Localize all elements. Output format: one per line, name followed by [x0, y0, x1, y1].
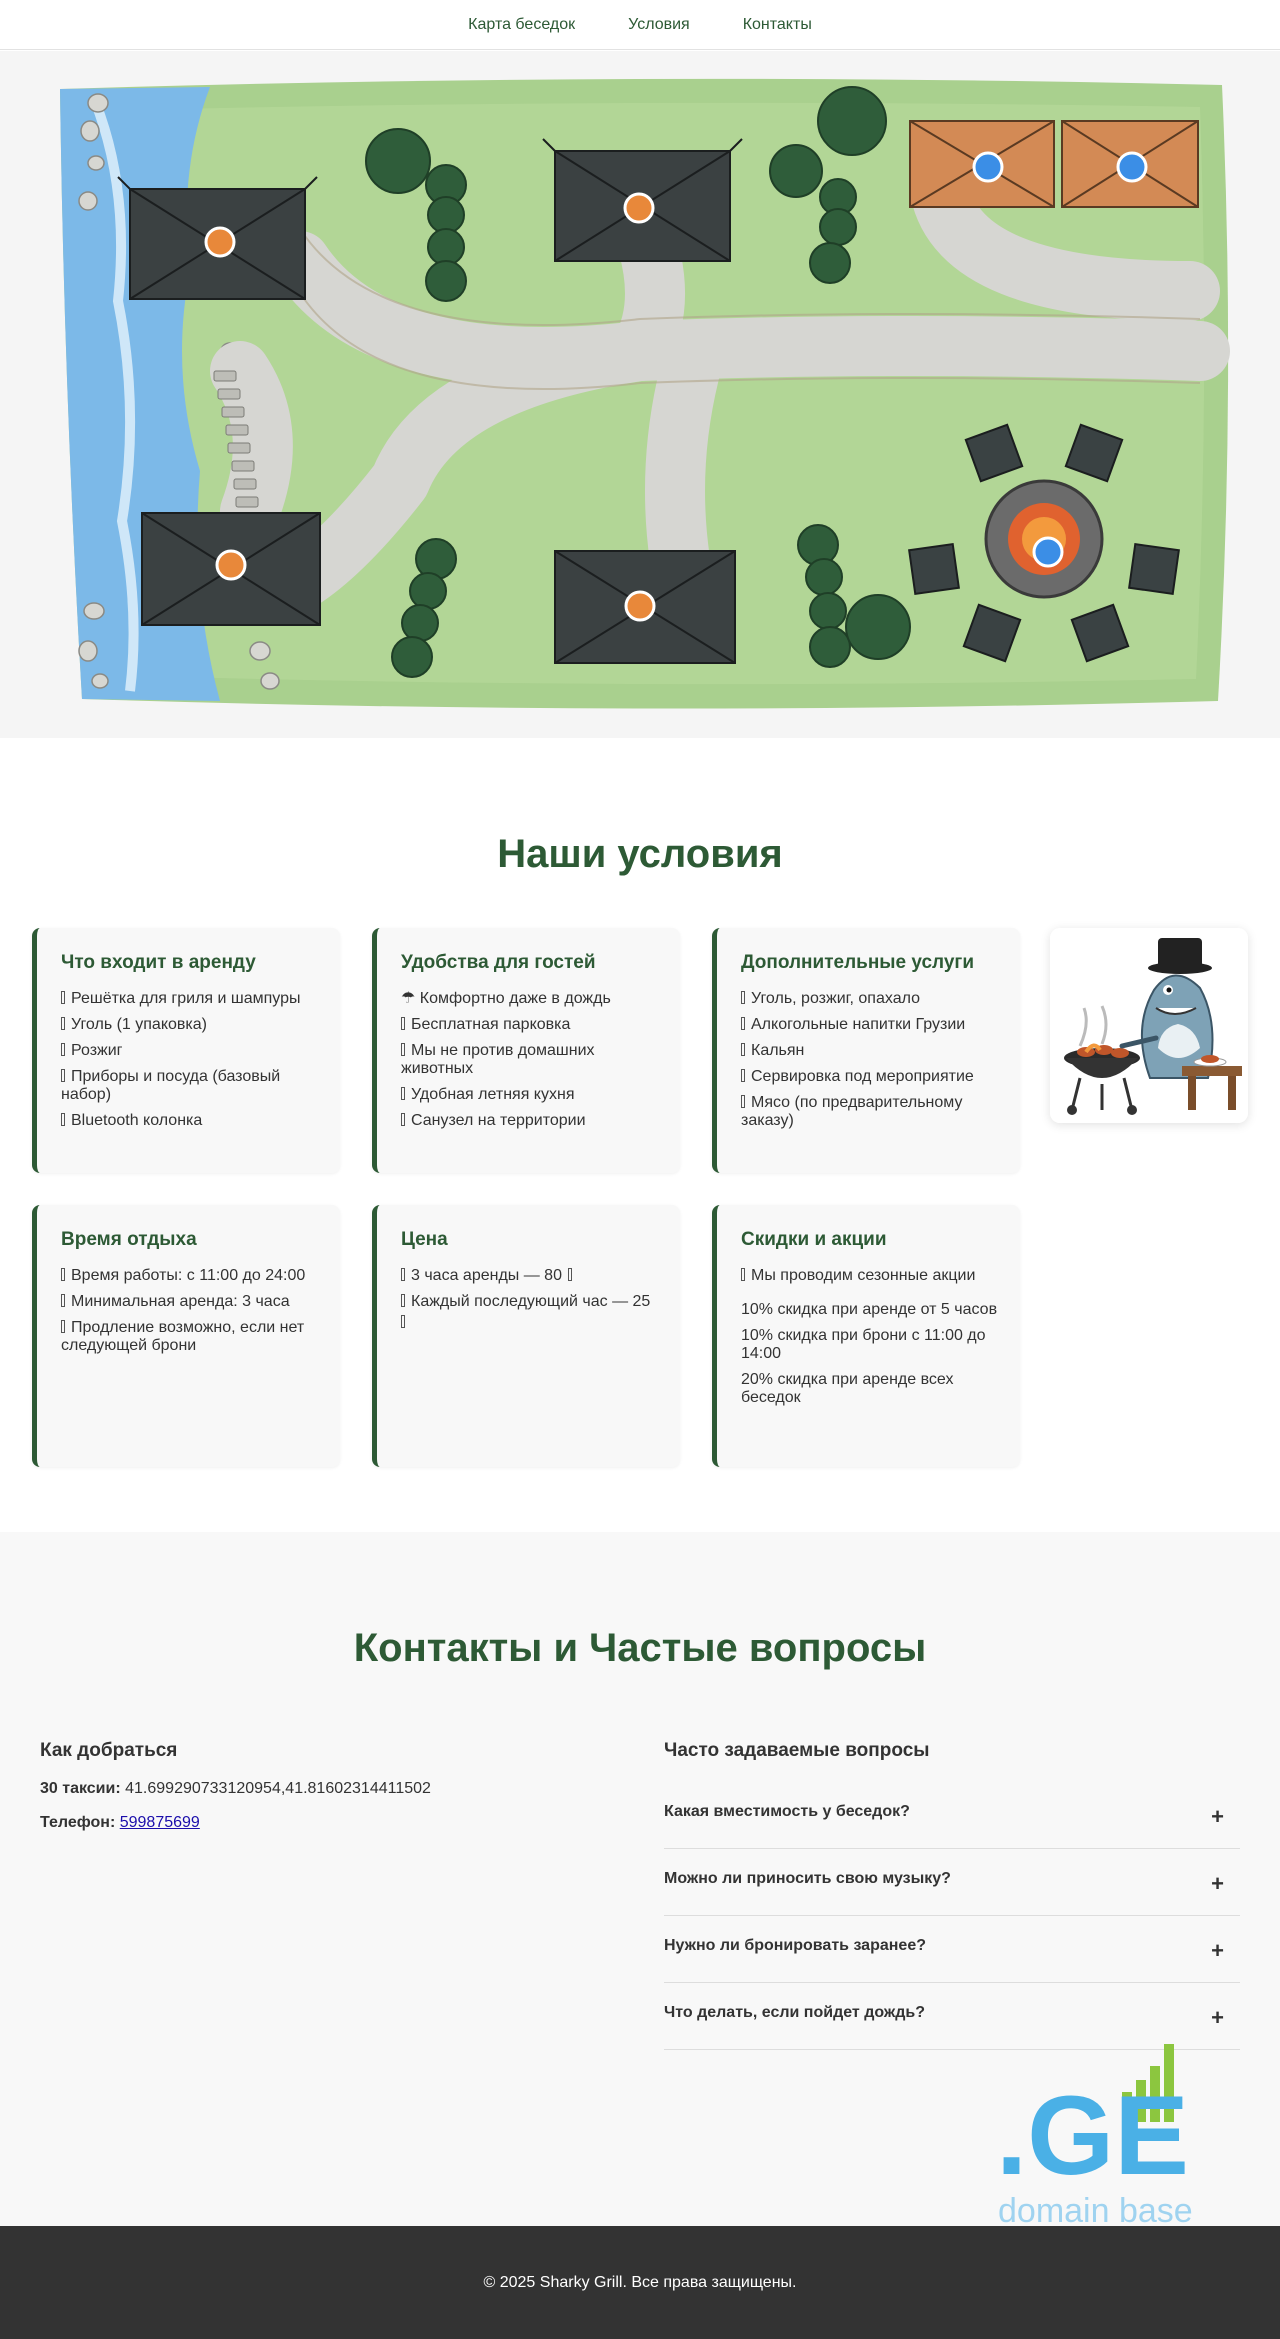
nav-link-conditions[interactable]: Условия [628, 15, 690, 33]
plus-icon[interactable]: + [1211, 1938, 1224, 1963]
card-title: Удобства для гостей [401, 952, 596, 973]
gazebo-marker-4[interactable] [626, 592, 654, 620]
copyright: © 2025 Sharky Grill. Все права защищены. [483, 2274, 797, 2291]
list-item: Минимальная аренда: 3 часа [61, 1293, 318, 1311]
card-list [741, 1267, 998, 1285]
firepit-marker[interactable] [1034, 538, 1062, 566]
card-title: Что входит в аренду [61, 952, 256, 973]
plus-icon[interactable]: + [1211, 2005, 1224, 2030]
list-item: Приборы и посуда (базовый набор) [61, 1068, 281, 1103]
card-guest-amenities [372, 928, 680, 1173]
card-list [61, 1267, 318, 1355]
phone: Телефон: 599875699 [40, 1814, 200, 1831]
contacts-title: Контакты и Частые вопросы [353, 1626, 927, 1670]
taxi-coordinates: 30 таксии: 41.699290733120954,41.81602314411502 [40, 1780, 431, 1797]
list-item: 3 часа аренды — 80 [401, 1267, 658, 1285]
card-title: Скидки и акции [741, 1229, 887, 1250]
discount-item: 10% скидка при брони с 11:00 до 14:00 [741, 1327, 986, 1362]
svg-text:domain base: domain base [998, 2192, 1193, 2226]
list-item: Удобная летняя кухня [401, 1086, 658, 1104]
nav-link-map[interactable]: Карта беседок [468, 15, 576, 33]
card-leisure-time [32, 1205, 340, 1467]
phone-link[interactable]: 599875699 [119, 1814, 200, 1831]
footer [0, 2226, 1280, 2339]
conditions-title: Наши условия [497, 832, 783, 876]
list-item: Кальян [741, 1042, 998, 1060]
domain-base-logo-graphic [990, 2044, 1200, 2226]
faq-title: Часто задаваемые вопросы [664, 1740, 930, 1761]
list-item: Алкогольные напитки Грузии [741, 1016, 998, 1034]
discount-item: 20% скидка при аренде всех беседок [741, 1371, 954, 1406]
list-item: Мы проводим сезонные акции [741, 1267, 998, 1285]
card-rental-includes [32, 928, 340, 1173]
nav-link-contacts[interactable]: Контакты [742, 15, 812, 33]
faq-question: Что делать, если пойдет дождь? [664, 2004, 926, 2021]
list-item: Мясо (по предварительному заказу) [741, 1094, 963, 1129]
list-item: Мы не против домашних животных [401, 1042, 595, 1077]
contacts-section [0, 1532, 1280, 2226]
card-title: Цена [401, 1229, 448, 1250]
list-item: Продление возможно, если нет следующей брони [61, 1319, 305, 1354]
list-item: Bluetooth колонка [61, 1112, 318, 1130]
gazebo-marker-5[interactable] [974, 153, 1002, 181]
card-title: Дополнительные услуги [741, 952, 975, 973]
faq-item-booking[interactable] [664, 1916, 1240, 1983]
card-list [741, 990, 998, 1130]
faq-question: Какая вместимость у беседок? [664, 1803, 910, 1820]
top-nav [0, 0, 1280, 50]
plus-icon[interactable]: + [1211, 1804, 1224, 1829]
gazebo-map [0, 51, 1280, 738]
list-item: Санузел на территории [401, 1112, 658, 1130]
gazebo-marker-3[interactable] [217, 551, 245, 579]
card-list [401, 990, 658, 1130]
faq-question: Нужно ли бронировать заранее? [664, 1937, 926, 1954]
list-item: Время работы: с 11:00 до 24:00 [61, 1267, 318, 1285]
faq-item-capacity[interactable] [664, 1782, 1240, 1849]
gazebo-map-illustration [0, 51, 1280, 738]
list-item: Уголь, розжиг, опахало [741, 990, 998, 1008]
card-discounts [712, 1205, 1020, 1467]
directions-title: Как добраться [40, 1740, 178, 1761]
gazebo-marker-6[interactable] [1118, 153, 1146, 181]
faq-item-music[interactable] [664, 1849, 1240, 1916]
list-item: ☂ Комфортно даже в дождь [401, 990, 611, 1007]
domain-base-logo [990, 2044, 1200, 2226]
list-item: Розжиг [61, 1042, 318, 1060]
list-item: Сервировка под мероприятие [741, 1068, 998, 1086]
card-list [401, 1267, 658, 1332]
gazebo-marker-1[interactable] [206, 228, 234, 256]
faq-item-rain[interactable] [664, 1983, 1240, 2050]
shark-mascot-card [1050, 928, 1248, 1123]
directions-block [40, 1740, 600, 1848]
card-list [61, 990, 318, 1130]
faq-question: Можно ли приносить свою музыку? [664, 1870, 951, 1887]
list-item: Бесплатная парковка [401, 1016, 658, 1034]
card-title: Время отдыха [61, 1229, 197, 1250]
list-item: Уголь (1 упаковка) [61, 1016, 318, 1034]
card-extra-services [712, 928, 1020, 1173]
shark-grill-mascot-image [1050, 928, 1248, 1123]
discount-item: 10% скидка при аренде от 5 часов [741, 1301, 998, 1318]
plus-icon[interactable]: + [1211, 1871, 1224, 1896]
list-item: Решётка для гриля и шампуры [61, 990, 318, 1008]
faq-block [664, 1740, 1240, 2050]
svg-text:.GE: .GE [996, 2073, 1189, 2198]
list-item: Каждый последующий час — 25 [401, 1293, 658, 1332]
card-price [372, 1205, 680, 1467]
gazebo-marker-2[interactable] [625, 194, 653, 222]
